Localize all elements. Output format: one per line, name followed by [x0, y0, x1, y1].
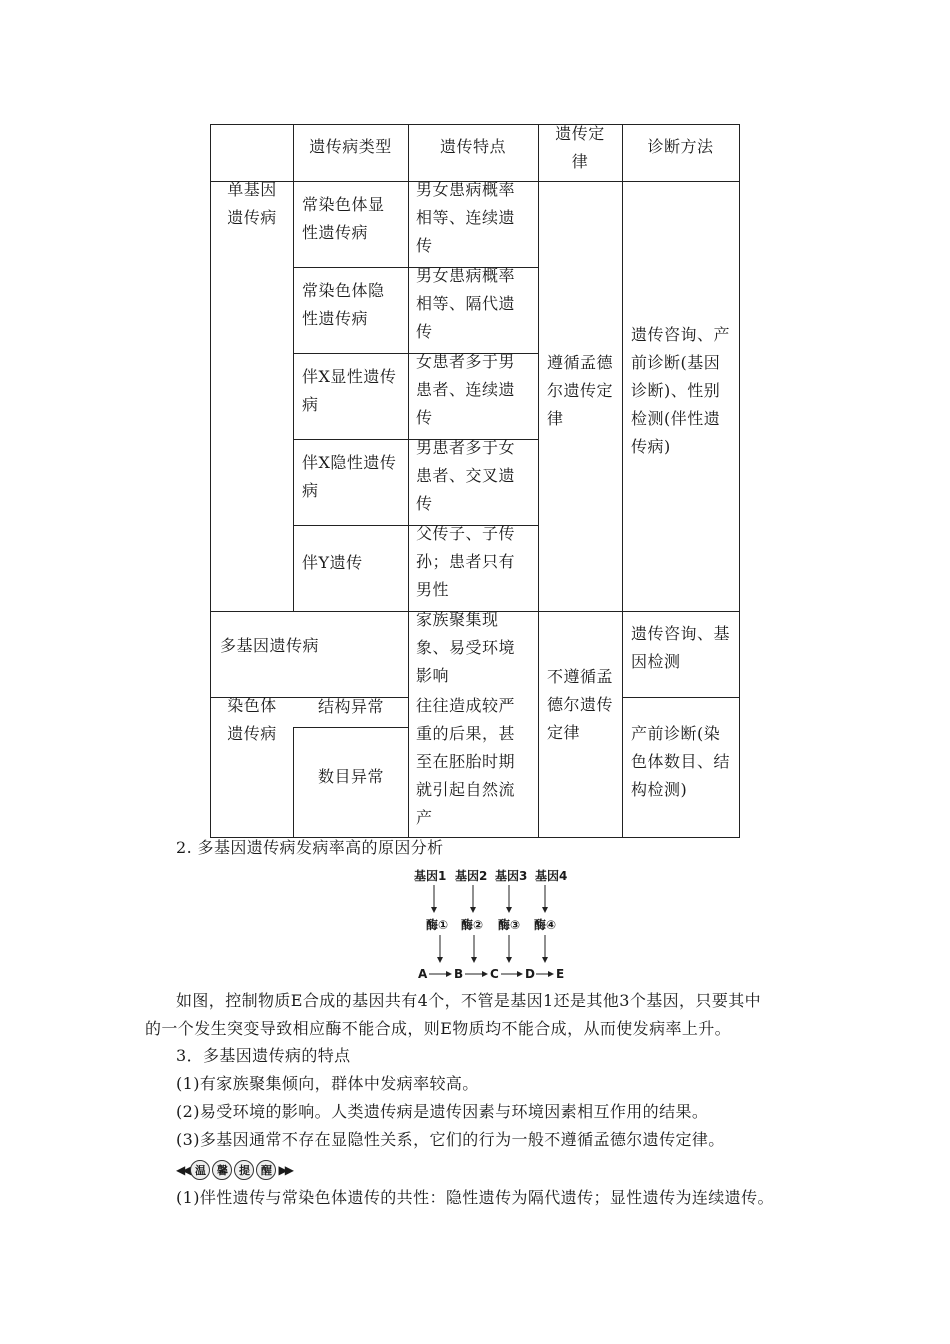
type-autosomal-recessive: 常染色体隐性遗传病: [302, 281, 385, 328]
enzyme-1-label: 酶①: [426, 918, 449, 932]
warm-reminder-badge: [176, 1160, 291, 1180]
gene-1-label: 基因1: [414, 869, 447, 883]
tip-item-1: (1)伴性遗传与常染色体遗传的共性：隐性遗传为隔代遗传；显性遗传为连续遗传。: [176, 1188, 774, 1207]
double-chevron-right-icon: ▶▶: [278, 1163, 291, 1177]
header-law: 遗传定律: [555, 124, 605, 171]
tip-char-2: 馨: [212, 1160, 232, 1180]
substance-a: A: [418, 967, 428, 981]
substance-b: B: [454, 967, 464, 981]
feature-x-dominant: 女患者多于男患者、连续遗传: [416, 352, 516, 427]
section-3-item-3: (3)多基因通常不存在显隐性关系，它们的行为一般不遵循孟德尔遗传定律。: [176, 1130, 725, 1149]
header-feature: 遗传特点: [439, 137, 506, 156]
group-multi-gene: 多基因遗传病: [220, 636, 320, 655]
type-autosomal-dominant: 常染色体显性遗传病: [302, 195, 385, 242]
gene-3-label: 基因3: [495, 869, 528, 883]
section-3-title: 3．多基因遗传病的特点: [176, 1046, 351, 1065]
feature-x-recessive: 男患者多于女患者、交叉遗传: [416, 438, 516, 513]
section-3-item-2: (2)易受环境的影响。人类遗传病是遗传因素与环境因素相互作用的结果。: [176, 1102, 709, 1121]
tip-char-3: 提: [234, 1160, 254, 1180]
law-not-follow-mendel: 不遵循孟德尔遗传定律: [547, 667, 614, 742]
enzyme-2-label: 酶②: [461, 918, 484, 932]
feature-chromosome: 往往造成较严重的后果，甚至在胚胎时期就引起自然流产: [416, 696, 516, 827]
diagnosis-multi-gene: 遗传咨询、基因检测: [631, 624, 731, 671]
diagnosis-single-gene: 遗传咨询、产前诊断(基因诊断)、性别检测(伴性遗传病): [631, 325, 731, 456]
feature-autosomal-dominant: 男女患病概率相等、连续遗传: [416, 180, 516, 255]
group-chromosome: 染色体遗传病: [227, 696, 277, 743]
tip-char-4: 醒: [256, 1160, 276, 1180]
enzyme-3-label: 酶③: [498, 918, 521, 932]
paragraph-2-line-1: 如图，控制物质E合成的基因共有4个，不管是基因1还是其他3个基因，只要其中: [176, 991, 762, 1010]
feature-y-linked: 父传子、子传孙；患者只有男性: [416, 524, 516, 599]
header-diagnosis: 诊断方法: [647, 137, 714, 156]
tip-char-1: 温: [190, 1160, 210, 1180]
type-x-recessive: 伴X隐性遗传病: [302, 453, 397, 500]
substance-e: E: [556, 967, 565, 981]
section-2-title: 2. 多基因遗传病发病率高的原因分析: [176, 838, 444, 857]
paragraph-2-line-2: 的一个发生突变导致相应酶不能合成，则E物质均不能合成，从而使发病率上升。: [145, 1019, 732, 1038]
group-single-gene: 单基因遗传病: [227, 180, 277, 227]
section-3-item-1: (1)有家族聚集倾向，群体中发病率较高。: [176, 1074, 479, 1093]
substance-c: C: [490, 967, 499, 981]
double-chevron-left-icon: ◀◀: [176, 1163, 189, 1177]
enzyme-4-label: 酶④: [534, 918, 557, 932]
header-type: 遗传病类型: [309, 137, 392, 156]
gene-2-label: 基因2: [455, 869, 488, 883]
law-follow-mendel: 遵循孟德尔遗传定律: [547, 353, 614, 428]
chrom-structure-abnormal: 结构异常: [317, 697, 384, 716]
feature-autosomal-recessive: 男女患病概率相等、隔代遗传: [416, 266, 516, 341]
chrom-number-abnormal: 数目异常: [317, 767, 384, 786]
diagnosis-chromosome: 产前诊断(染色体数目、结构检测): [631, 724, 731, 799]
feature-multi-gene: 家族聚集现象、易受环境影响: [416, 610, 516, 685]
gene-4-label: 基因4: [535, 869, 568, 883]
type-x-dominant: 伴X显性遗传病: [302, 367, 397, 414]
substance-d: D: [525, 967, 535, 981]
type-y-linked: 伴Y遗传: [302, 553, 363, 572]
